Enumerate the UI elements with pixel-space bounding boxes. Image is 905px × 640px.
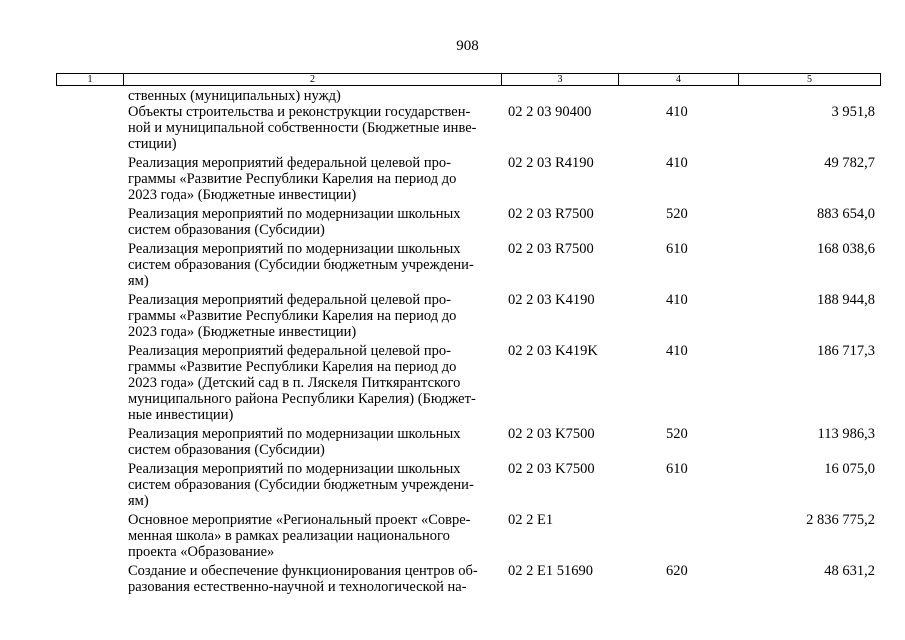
- budget-code: 02 2 03 R7500: [508, 241, 594, 257]
- expense-description: [128, 155, 496, 203]
- description-line: ям): [128, 493, 149, 509]
- description-line: ям): [128, 273, 149, 289]
- description-line: 2023 года» (Детский сад в п. Ляскеля Питкярантского: [128, 375, 461, 391]
- expense-description: [128, 88, 496, 104]
- budget-table-body: [0, 88, 905, 598]
- description-line: граммы «Развитие Республики Карелия на период до: [128, 308, 457, 324]
- description-line: Реализация мероприятий по модернизации школьных: [128, 426, 461, 442]
- column-header-1: 1: [57, 74, 124, 86]
- expense-type: 620: [666, 563, 688, 579]
- expense-description: [128, 292, 496, 340]
- description-line: граммы «Развитие Республики Карелия на период до: [128, 171, 457, 187]
- expense-type: 410: [666, 104, 688, 120]
- expense-description: [128, 206, 496, 238]
- expense-description: [128, 512, 496, 560]
- budget-code: 02 2 03 K4190: [508, 292, 595, 308]
- table-row: [0, 155, 905, 203]
- amount: 2 836 775,2: [806, 512, 875, 528]
- description-line: систем образования (Субсидии): [128, 442, 325, 458]
- expense-type: 410: [666, 343, 688, 359]
- description-line: менная школа» в рамках реализации национального: [128, 528, 450, 544]
- description-line: Реализация мероприятий федеральной целевой про-: [128, 343, 451, 359]
- description-line: ной и муниципальной собственности (Бюджетные инве-: [128, 120, 477, 136]
- table-row: [0, 563, 905, 595]
- amount: 186 717,3: [817, 343, 875, 359]
- description-line: Основное мероприятие «Региональный проект «Совре-: [128, 512, 471, 528]
- expense-type: 520: [666, 206, 688, 222]
- budget-code: 02 2 03 K419K: [508, 343, 598, 359]
- amount: 3 951,8: [831, 104, 875, 120]
- column-header-2: 2: [124, 74, 502, 86]
- description-line: Реализация мероприятий по модернизации школьных: [128, 241, 461, 257]
- expense-description: [128, 343, 496, 423]
- page-number: 908: [456, 38, 479, 54]
- expense-description: [128, 563, 496, 595]
- table-row: [0, 426, 905, 458]
- column-header-4: 4: [619, 74, 739, 86]
- table-row: [0, 461, 905, 509]
- expense-type: 410: [666, 155, 688, 171]
- description-line: ные инвестиции): [128, 407, 234, 423]
- description-line: 2023 года» (Бюджетные инвестиции): [128, 187, 357, 203]
- description-line: Создание и обеспечение функционирования центров об-: [128, 563, 478, 579]
- description-line: проекта «Образование»: [128, 544, 275, 560]
- description-line: Реализация мероприятий федеральной целевой про-: [128, 155, 451, 171]
- budget-code: 02 2 03 R4190: [508, 155, 594, 171]
- expense-description: [128, 104, 496, 152]
- expense-type: 610: [666, 241, 688, 257]
- budget-code: 02 2 03 K7500: [508, 426, 595, 442]
- table-row: [0, 343, 905, 423]
- description-line: 2023 года» (Бюджетные инвестиции): [128, 324, 357, 340]
- expense-type: 520: [666, 426, 688, 442]
- amount: 883 654,0: [817, 206, 875, 222]
- table-row: [0, 88, 905, 104]
- description-line: муниципального района Республики Карелия) (Бюджет-: [128, 391, 476, 407]
- expense-description: [128, 426, 496, 458]
- description-line: систем образования (Субсидии бюджетным учреждени-: [128, 257, 474, 273]
- expense-type: 410: [666, 292, 688, 308]
- row-spacer: [0, 595, 905, 598]
- description-line: Реализация мероприятий по модернизации школьных: [128, 206, 461, 222]
- budget-code: 02 2 E1 51690: [508, 563, 593, 579]
- budget-code: 02 2 03 R7500: [508, 206, 594, 222]
- amount: 168 038,6: [817, 241, 875, 257]
- description-line: Реализация мероприятий федеральной целевой про-: [128, 292, 451, 308]
- amount: 48 631,2: [824, 563, 875, 579]
- description-line: Объекты строительства и реконструкции государствен-: [128, 104, 471, 120]
- description-line: ственных (муниципальных) нужд): [128, 88, 341, 104]
- table-row: [0, 512, 905, 560]
- expense-description: [128, 241, 496, 289]
- description-line: граммы «Развитие Республики Карелия на период до: [128, 359, 457, 375]
- expense-type: 610: [666, 461, 688, 477]
- column-header-3: 3: [502, 74, 619, 86]
- description-line: систем образования (Субсидии бюджетным учреждени-: [128, 477, 474, 493]
- table-row: [0, 241, 905, 289]
- budget-code: 02 2 03 90400: [508, 104, 592, 120]
- table-row: [0, 206, 905, 238]
- description-line: стиции): [128, 136, 177, 152]
- budget-code: 02 2 03 K7500: [508, 461, 595, 477]
- description-line: разования естественно-научной и технологической на-: [128, 579, 467, 595]
- column-header-row: [56, 73, 881, 86]
- amount: 188 944,8: [817, 292, 875, 308]
- description-line: Реализация мероприятий по модернизации школьных: [128, 461, 461, 477]
- amount: 113 986,3: [817, 426, 875, 442]
- column-header-5: 5: [739, 74, 881, 86]
- table-row: [0, 292, 905, 340]
- amount: 49 782,7: [824, 155, 875, 171]
- amount: 16 075,0: [824, 461, 875, 477]
- budget-code: 02 2 E1: [508, 512, 554, 528]
- table-row: [0, 104, 905, 152]
- description-line: систем образования (Субсидии): [128, 222, 325, 238]
- expense-description: [128, 461, 496, 509]
